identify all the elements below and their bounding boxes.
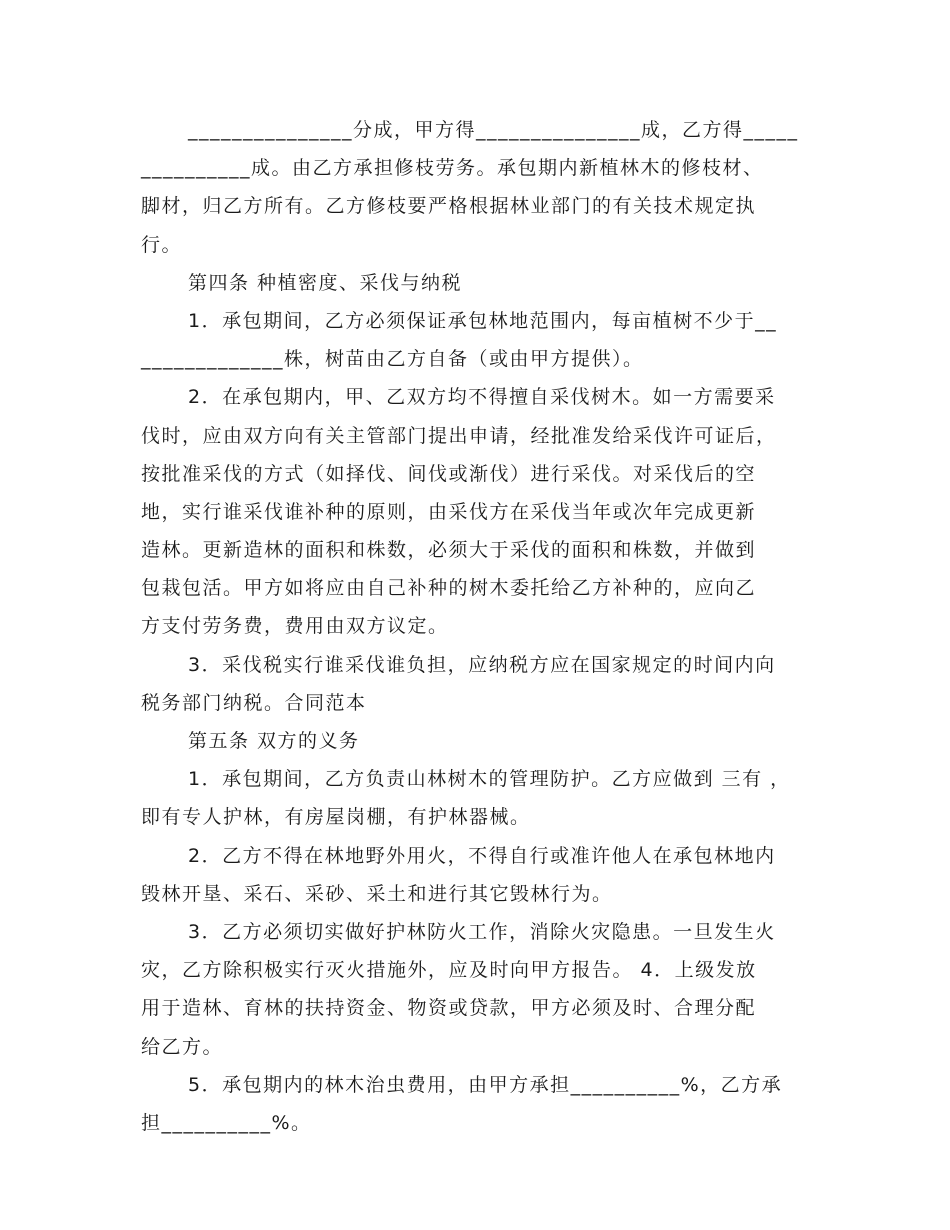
paragraph-line: _______________分成，甲方得_______________成，乙方得_____ xyxy=(188,119,799,141)
paragraph-line: 方支付劳务费，费用由双方议定。 xyxy=(141,615,449,638)
paragraph-line: _____________株，树苗由乙方自备（或由甲方提供）。 xyxy=(141,348,644,371)
paragraph-line: 造林。更新造林的面积和株数，必须大于采伐的面积和株数，并做到 xyxy=(141,539,757,562)
paragraph-line: 2．乙方不得在林地野外用火，不得自行或准许他人在承包林地内 xyxy=(188,844,776,867)
paragraph-line: 用于造林、育林的扶持资金、物资或贷款，甲方必须及时、合理分配 xyxy=(141,997,757,1020)
paragraph-line: 2．在承包期内，甲、乙双方均不得擅自采伐树木。如一方需要采 xyxy=(188,386,776,409)
paragraph-line: 行。 xyxy=(141,233,183,256)
contract-text xyxy=(141,111,816,1142)
paragraph-line: 脚材，归乙方所有。乙方修枝要严格根据林业部门的有关技术规定执 xyxy=(141,195,757,218)
paragraph-line: 伐时，应由双方向有关主管部门提出申请，经批准发给采伐许可证后， xyxy=(141,424,777,447)
paragraph-line: 即有专人护林，有房屋岗棚，有护林器械。 xyxy=(141,806,531,829)
paragraph-line: 1．承包期间，乙方负责山林树木的管理防护。乙方应做到 三有 ， xyxy=(188,768,791,791)
paragraph-line: 3．采伐税实行谁采伐谁负担，应纳税方应在国家规定的时间内向 xyxy=(188,653,776,676)
paragraph-line: 灾，乙方除积极实行灭火措施外，应及时向甲方报告。 4．上级发放 xyxy=(141,959,757,982)
paragraph-line: 1．承包期间，乙方必须保证承包林地范围内，每亩植树不少于__ xyxy=(188,309,778,332)
paragraph-line: 地，实行谁采伐谁补种的原则，由采伐方在采伐当年或次年完成更新 xyxy=(141,500,757,523)
paragraph-line: 3．乙方必须切实做好护林防火工作，消除火灾隐患。一旦发生火 xyxy=(188,920,776,943)
paragraph-line: 按批准采伐的方式（如择伐、间伐或渐伐）进行采伐。对采伐后的空 xyxy=(141,462,757,485)
article-heading: 第五条 双方的义务 xyxy=(188,730,360,752)
paragraph-line: 担__________%。 xyxy=(141,1111,312,1134)
paragraph-line: 给乙方。 xyxy=(141,1035,224,1058)
paragraph-line: 包栽包活。甲方如将应由自己补种的树木委托给乙方补种的，应向乙 xyxy=(141,577,757,600)
paragraph-line: 税务部门纳税。合同范本 xyxy=(141,691,367,714)
paragraph-line: 5．承包期内的林木治虫费用，由甲方承担__________%，乙方承 xyxy=(188,1073,783,1096)
paragraph-line: 毁林开垦、采石、采砂、采土和进行其它毁林行为。 xyxy=(141,882,613,905)
paragraph-line: __________成。由乙方承担修枝劳务。承包期内新植林木的修枝材、 xyxy=(141,157,764,180)
article-heading: 第四条 种植密度、采伐与纳税 xyxy=(188,271,463,294)
